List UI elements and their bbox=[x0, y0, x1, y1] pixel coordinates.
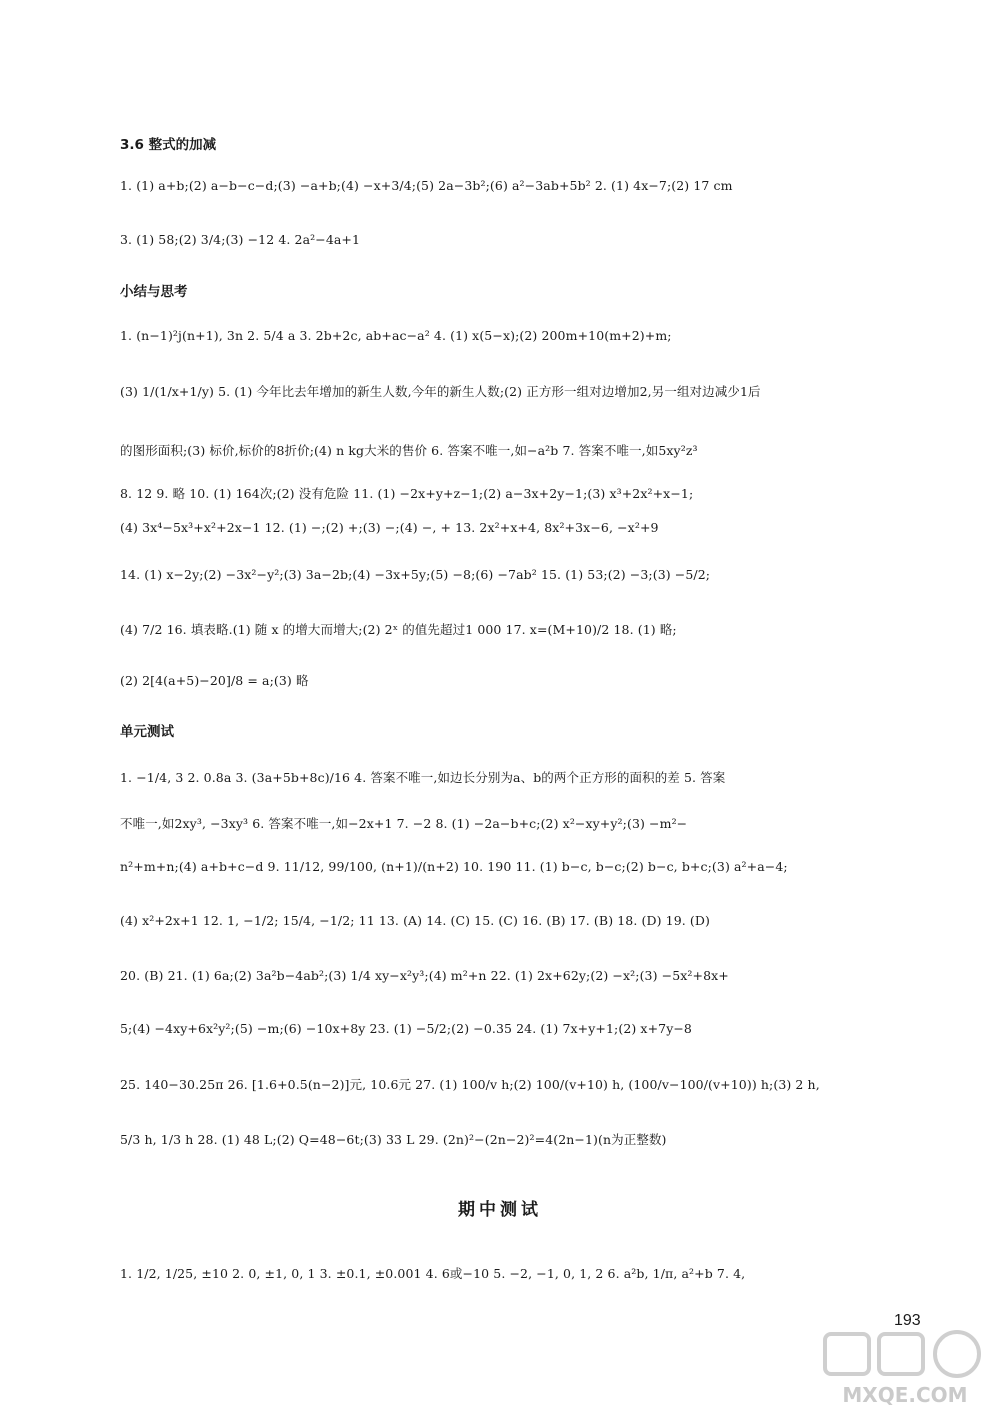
watermark-logo bbox=[815, 1330, 995, 1410]
answer-line: (4) 3x⁴−5x³+x²+2x−1 12. (1) −;(2) +;(3) −;(4) −, + 13. 2x²+x+4, 8x²+3x−6, −x²+9 bbox=[120, 520, 659, 535]
answer-line: 20. (B) 21. (1) 6a;(2) 3a²b−4ab²;(3) 1/4 xy−x²y³;(4) m²+n 22. (1) 2x+62y;(2) −x²;(3) −5x²+8x+ bbox=[120, 968, 729, 983]
watermark-text: MXQE.COM bbox=[842, 1383, 968, 1407]
section-heading-3-6: 3.6 整式的加减 bbox=[120, 137, 217, 153]
answer-line: 不唯一,如2xy³, −3xy³ 6. 答案不唯一,如−2x+1 7. −2 8. (1) −2a−b+c;(2) x²−xy+y²;(3) −m²− bbox=[120, 816, 688, 831]
answer-line: 1. (1) a+b;(2) a−b−c−d;(3) −a+b;(4) −x+3/4;(5) 2a−3b²;(6) a²−3ab+5b² 2. (1) 4x−7;(2) 17 cm bbox=[120, 178, 733, 193]
page-number: 193 bbox=[894, 1312, 921, 1329]
answer-line: 的图形面积;(3) 标价,标价的8折价;(4) n kg大米的售价 6. 答案不唯一,如−a²b 7. 答案不唯一,如5xy²z³ bbox=[120, 443, 698, 458]
section-heading-summary: 小结与思考 bbox=[120, 284, 188, 300]
answer-line: 3. (1) 58;(2) 3/4;(3) −12 4. 2a²−4a+1 bbox=[120, 232, 361, 247]
answer-line: 14. (1) x−2y;(2) −3x²−y²;(3) 3a−2b;(4) −3x+5y;(5) −8;(6) −7ab² 15. (1) 53;(2) −3;(3) −5/2; bbox=[120, 567, 711, 582]
answer-line: 5/3 h, 1/3 h 28. (1) 48 L;(2) Q=48−6t;(3) 33 L 29. (2n)²−(2n−2)²=4(2n−1)(n为正整数) bbox=[120, 1132, 667, 1147]
answer-line: (2) 2[4(a+5)−20]/8 = a;(3) 略 bbox=[120, 673, 309, 688]
answer-line: 1. 1/2, 1/25, ±10 2. 0, ±1, 0, 1 3. ±0.1, ±0.001 4. 6或−10 5. −2, −1, 0, 1, 2 6. a²b, 1/π, a²+b 7. 4, bbox=[120, 1266, 746, 1281]
answer-line: 5;(4) −4xy+6x²y²;(5) −m;(6) −10x+8y 23. (1) −5/2;(2) −0.35 24. (1) 7x+y+1;(2) x+7y−8 bbox=[120, 1021, 692, 1036]
answer-line: 25. 140−30.25π 26. [1.6+0.5(n−2)]元, 10.6元 27. (1) 100/v h;(2) 100/(v+10) h, (100/v−100/(v+10)) h;(3) 2 h, bbox=[120, 1077, 820, 1092]
answer-line: 1. −1/4, 3 2. 0.8a 3. (3a+5b+8c)/16 4. 答案不唯一,如边长分别为a、b的两个正方形的面积的差 5. 答案 bbox=[120, 770, 726, 785]
answer-line: n²+m+n;(4) a+b+c−d 9. 11/12, 99/100, (n+1)/(n+2) 10. 190 11. (1) b−c, b−c;(2) b−c, b+c;(3) a²+a−4; bbox=[120, 859, 788, 874]
answer-line: (4) x²+2x+1 12. 1, −1/2; 15/4, −1/2; 11 13. (A) 14. (C) 15. (C) 16. (B) 17. (B) 18. (D) 19. (D) bbox=[120, 913, 710, 928]
section-heading-unit-test: 单元测试 bbox=[120, 724, 174, 740]
midterm-title: 期中测试 bbox=[458, 1200, 542, 1220]
answer-line: (3) 1/(1/x+1/y) 5. (1) 今年比去年增加的新生人数,今年的新生人数;(2) 正方形一组对边增加2,另一组对边减少1后 bbox=[120, 384, 761, 399]
answer-line: 1. (n−1)²j(n+1), 3n 2. 5/4 a 3. 2b+2c, ab+ac−a² 4. (1) x(5−x);(2) 200m+10(m+2)+m; bbox=[120, 328, 672, 343]
answer-line: (4) 7/2 16. 填表略.(1) 随 x 的增大而增大;(2) 2ˣ 的值先超过1 000 17. x=(M+10)/2 18. (1) 略; bbox=[120, 622, 677, 637]
answer-line: 8. 12 9. 略 10. (1) 164次;(2) 没有危险 11. (1) −2x+y+z−1;(2) a−3x+2y−1;(3) x³+2x²+x−1; bbox=[120, 486, 694, 501]
